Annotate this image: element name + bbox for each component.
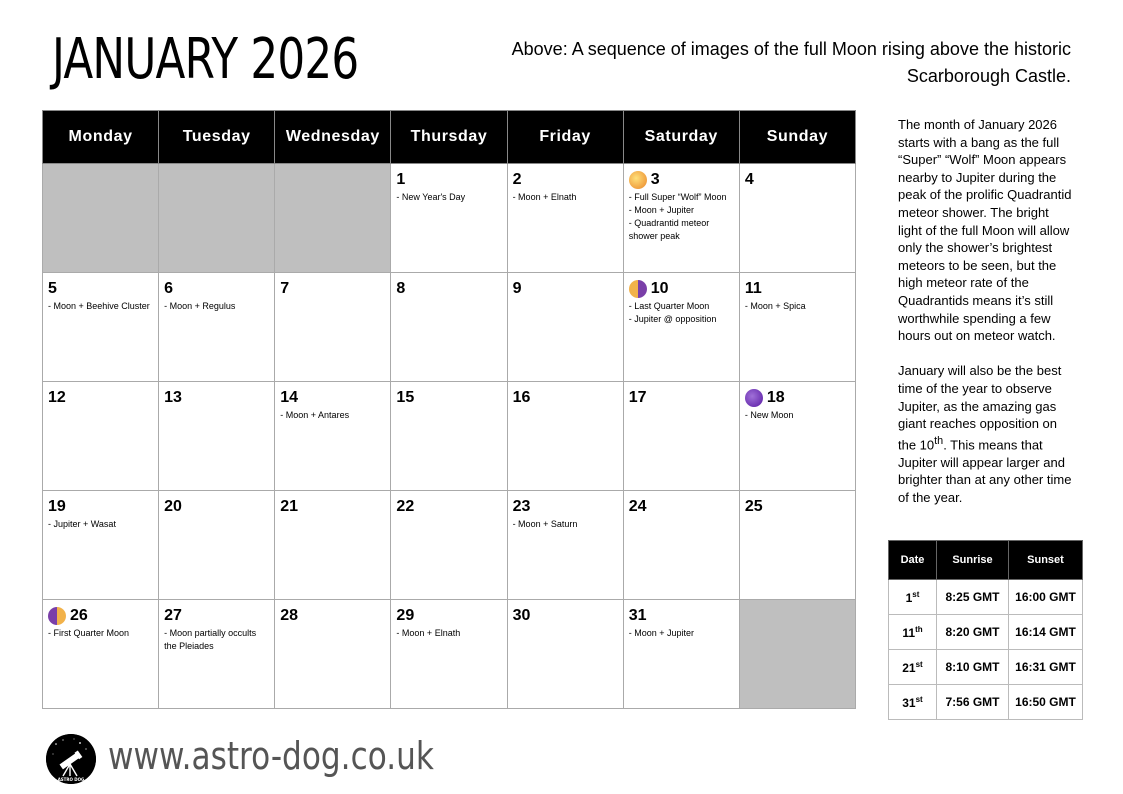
day-number: 24 bbox=[628, 498, 647, 515]
table-row bbox=[889, 650, 1083, 685]
day-cell bbox=[275, 273, 391, 382]
event-item: - Moon + Antares bbox=[280, 410, 350, 420]
day-number: 19 bbox=[48, 498, 66, 515]
day-number-row bbox=[396, 497, 501, 517]
day-number-row bbox=[396, 388, 501, 408]
day-content bbox=[624, 600, 739, 640]
day-content bbox=[43, 273, 158, 313]
month-description bbox=[898, 116, 1076, 524]
weekday-friday: Friday bbox=[507, 111, 623, 164]
event-list bbox=[745, 409, 850, 422]
day-number: 20 bbox=[164, 498, 182, 515]
day-content bbox=[275, 273, 390, 299]
event-item: - Jupiter @ opposition bbox=[628, 314, 717, 324]
day-content bbox=[391, 382, 506, 408]
day-content bbox=[508, 491, 623, 531]
day-number: 3 bbox=[650, 171, 660, 188]
day-number-row bbox=[48, 497, 153, 517]
day-number-row bbox=[513, 388, 618, 408]
sun-header-date: Date bbox=[889, 541, 937, 580]
day-number-row bbox=[745, 497, 850, 517]
sunrise-time: 8:10 GMT bbox=[937, 650, 1009, 685]
telescope-logo-icon bbox=[46, 734, 96, 784]
sun-date bbox=[889, 650, 937, 685]
day-number: 25 bbox=[744, 498, 763, 515]
calendar-week-row bbox=[43, 600, 856, 709]
day-cell bbox=[391, 491, 507, 600]
day-cell bbox=[43, 600, 159, 709]
weekday-header-row bbox=[43, 111, 856, 164]
weekday-monday: Monday bbox=[43, 111, 159, 164]
sun-header-sunrise: Sunrise bbox=[937, 541, 1009, 580]
astro-dog-logo bbox=[46, 734, 96, 784]
day-content bbox=[740, 382, 855, 422]
calendar-week-row bbox=[43, 164, 856, 273]
day-number: 15 bbox=[396, 389, 415, 406]
weekday-sunday: Sunday bbox=[739, 111, 855, 164]
day-cell bbox=[159, 273, 275, 382]
day-number: 26 bbox=[70, 607, 88, 624]
day-cell bbox=[159, 600, 275, 709]
sun-date-number: 21 bbox=[902, 660, 916, 675]
day-number: 8 bbox=[396, 280, 406, 297]
event-list bbox=[745, 300, 850, 313]
day-number: 17 bbox=[628, 389, 647, 406]
day-content bbox=[275, 600, 390, 626]
day-cell bbox=[739, 273, 855, 382]
day-cell bbox=[739, 164, 855, 273]
day-number-row bbox=[48, 606, 153, 626]
event-item: - New Year's Day bbox=[396, 192, 466, 202]
event-item: - Moon + Regulus bbox=[164, 301, 236, 311]
description-paragraph bbox=[898, 362, 1076, 506]
day-content bbox=[159, 382, 274, 408]
day-number: 7 bbox=[280, 280, 290, 297]
event-list bbox=[513, 191, 618, 204]
event-list bbox=[48, 627, 153, 640]
page-title: JANUARY 2026 bbox=[52, 27, 359, 92]
day-number: 31 bbox=[628, 607, 647, 624]
day-cell bbox=[623, 382, 739, 491]
day-content bbox=[159, 273, 274, 313]
event-item: - Moon + Elnath bbox=[512, 192, 577, 202]
event-item: - Moon + Jupiter bbox=[628, 628, 694, 638]
day-number: 6 bbox=[164, 280, 174, 297]
day-number-row bbox=[745, 279, 850, 299]
day-content bbox=[624, 491, 739, 517]
day-number: 16 bbox=[512, 389, 531, 406]
calendar-grid bbox=[42, 110, 856, 709]
event-item: - Full Super “Wolf” Moon bbox=[628, 192, 727, 202]
event-list bbox=[396, 627, 501, 640]
day-content bbox=[624, 273, 739, 326]
day-cell bbox=[391, 273, 507, 382]
sunset-time: 16:14 GMT bbox=[1009, 615, 1083, 650]
first-quarter-moon-icon bbox=[48, 607, 66, 625]
ordinal-suffix: st bbox=[915, 694, 923, 704]
day-number: 1 bbox=[396, 171, 406, 188]
day-content bbox=[275, 382, 390, 422]
day-number-row bbox=[745, 170, 850, 190]
ordinal-suffix: st bbox=[915, 659, 923, 669]
sun-date bbox=[889, 615, 937, 650]
day-number: 21 bbox=[280, 498, 299, 515]
sun-date-number: 1 bbox=[905, 590, 913, 605]
description-text: . This means that Jupiter will appear larger and brighter than at any other time of the year. bbox=[898, 437, 1072, 505]
day-content bbox=[508, 164, 623, 204]
day-cell bbox=[43, 491, 159, 600]
day-cell bbox=[43, 382, 159, 491]
full-moon-icon bbox=[629, 171, 647, 189]
day-number: 5 bbox=[48, 280, 57, 297]
photo-caption: Above: A sequence of images of the full Moon rising above the historic Scarborough Castle. bbox=[511, 39, 1071, 86]
ordinal-suffix: th bbox=[915, 624, 923, 634]
new-moon-icon bbox=[745, 389, 763, 407]
weekday-wednesday: Wednesday bbox=[275, 111, 391, 164]
table-row bbox=[889, 685, 1083, 720]
day-number-row bbox=[280, 497, 385, 517]
day-cell bbox=[623, 491, 739, 600]
day-cell bbox=[739, 491, 855, 600]
day-number-row bbox=[164, 606, 269, 626]
sun-date bbox=[889, 685, 937, 720]
day-number: 4 bbox=[744, 171, 754, 188]
day-cell bbox=[507, 382, 623, 491]
day-cell bbox=[275, 382, 391, 491]
day-cell bbox=[391, 382, 507, 491]
day-number: 11 bbox=[744, 280, 762, 297]
empty-day-cell bbox=[275, 164, 391, 273]
day-cell bbox=[43, 273, 159, 382]
sunrise-time: 8:20 GMT bbox=[937, 615, 1009, 650]
day-cell bbox=[507, 491, 623, 600]
description-paragraph: The month of January 2026 starts with a bang as the full “Super” “Wolf” Moon appears nearby to Jupiter during the peak of the prolific Quadrantid meteor shower. The bright light of the full Moon will allow only the shower’s brightest meteors to be seen, but the high meteor rate of the Quadrantids means it’s still worthwhile spending a few hours out on meteor watch. bbox=[898, 117, 1072, 344]
sunrise-time: 8:25 GMT bbox=[937, 580, 1009, 615]
day-number-row bbox=[629, 388, 734, 408]
event-list bbox=[629, 300, 734, 326]
empty-day-cell bbox=[43, 164, 159, 273]
day-cell bbox=[507, 164, 623, 273]
ordinal-suffix: st bbox=[912, 589, 920, 599]
day-cell bbox=[391, 164, 507, 273]
day-number-row bbox=[629, 606, 734, 626]
day-cell bbox=[507, 273, 623, 382]
day-number: 28 bbox=[280, 607, 299, 624]
day-number: 10 bbox=[650, 280, 669, 297]
event-list bbox=[629, 627, 734, 640]
weekday-tuesday: Tuesday bbox=[159, 111, 275, 164]
day-cell bbox=[739, 382, 855, 491]
event-list bbox=[629, 191, 734, 243]
event-item: - Quadrantid meteor shower peak bbox=[628, 218, 710, 241]
last-quarter-moon-icon bbox=[629, 280, 647, 298]
day-content bbox=[43, 382, 158, 408]
event-list bbox=[280, 409, 385, 422]
event-item: - Moon + Spica bbox=[744, 301, 806, 311]
calendar-body bbox=[43, 164, 856, 709]
sun-date bbox=[889, 580, 937, 615]
day-content bbox=[624, 382, 739, 408]
day-cell bbox=[275, 491, 391, 600]
day-content bbox=[391, 600, 506, 640]
day-number: 18 bbox=[766, 389, 785, 406]
empty-day-cell bbox=[739, 600, 855, 709]
day-cell bbox=[623, 164, 739, 273]
day-number-row bbox=[396, 606, 501, 626]
sunset-time: 16:50 GMT bbox=[1009, 685, 1083, 720]
day-number-row bbox=[396, 170, 501, 190]
event-item: - First Quarter Moon bbox=[48, 628, 130, 638]
day-number-row bbox=[280, 388, 385, 408]
description-text: January will also be the best time of the year to observe Jupiter, as the amazing gas giant reaches opposition on the 10 bbox=[898, 363, 1062, 453]
day-cell bbox=[623, 273, 739, 382]
event-item: - Moon + Beehive Cluster bbox=[48, 301, 150, 311]
day-number-row bbox=[280, 279, 385, 299]
day-cell bbox=[507, 600, 623, 709]
day-content bbox=[43, 491, 158, 531]
empty-day-cell bbox=[159, 164, 275, 273]
event-list bbox=[164, 300, 269, 313]
day-number-row bbox=[629, 497, 734, 517]
day-content bbox=[159, 491, 274, 517]
day-number: 12 bbox=[48, 389, 66, 406]
day-number-row bbox=[629, 279, 734, 299]
event-list bbox=[48, 518, 153, 531]
day-number: 9 bbox=[512, 280, 522, 297]
day-number-row bbox=[513, 279, 618, 299]
event-item: - Moon + Elnath bbox=[396, 628, 461, 638]
day-number-row bbox=[745, 388, 850, 408]
day-cell bbox=[275, 600, 391, 709]
day-number-row bbox=[164, 279, 269, 299]
sun-table-header bbox=[889, 541, 1083, 580]
day-content bbox=[740, 273, 855, 313]
day-number: 29 bbox=[396, 607, 415, 624]
event-item: - Moon + Saturn bbox=[512, 519, 578, 529]
day-content bbox=[391, 273, 506, 299]
calendar-week-row bbox=[43, 382, 856, 491]
calendar-week-row bbox=[43, 273, 856, 382]
sunrise-time: 7:56 GMT bbox=[937, 685, 1009, 720]
day-content bbox=[508, 600, 623, 626]
sunset-time: 16:31 GMT bbox=[1009, 650, 1083, 685]
day-cell bbox=[159, 491, 275, 600]
day-content bbox=[159, 600, 274, 653]
day-number-row bbox=[164, 388, 269, 408]
day-content bbox=[740, 491, 855, 517]
day-number-row bbox=[513, 497, 618, 517]
day-number-row bbox=[396, 279, 501, 299]
event-list bbox=[396, 191, 501, 204]
weekday-thursday: Thursday bbox=[391, 111, 507, 164]
day-content bbox=[740, 164, 855, 190]
day-number-row bbox=[164, 497, 269, 517]
table-row bbox=[889, 580, 1083, 615]
day-content bbox=[275, 491, 390, 517]
day-content bbox=[43, 600, 158, 640]
day-number: 23 bbox=[512, 498, 531, 515]
day-content bbox=[624, 164, 739, 243]
event-list bbox=[513, 518, 618, 531]
table-row bbox=[889, 615, 1083, 650]
day-number-row bbox=[48, 388, 153, 408]
day-content bbox=[391, 164, 506, 204]
day-cell bbox=[159, 382, 275, 491]
event-list bbox=[48, 300, 153, 313]
website-url[interactable]: www.astro-dog.co.uk bbox=[108, 734, 434, 778]
day-number: 27 bbox=[164, 607, 182, 624]
event-list bbox=[164, 627, 269, 653]
day-cell bbox=[623, 600, 739, 709]
ordinal-suffix: th bbox=[934, 434, 944, 447]
day-content bbox=[391, 491, 506, 517]
event-item: - Last Quarter Moon bbox=[628, 301, 710, 311]
day-content bbox=[508, 382, 623, 408]
sunset-time: 16:00 GMT bbox=[1009, 580, 1083, 615]
event-item: - Jupiter + Wasat bbox=[48, 519, 116, 529]
event-item: - New Moon bbox=[744, 410, 794, 420]
day-number: 2 bbox=[512, 171, 522, 188]
day-number: 30 bbox=[512, 607, 531, 624]
day-number-row bbox=[48, 279, 153, 299]
event-item: - Moon + Jupiter bbox=[628, 205, 694, 215]
sun-date-number: 31 bbox=[902, 695, 916, 710]
calendar-week-row bbox=[43, 491, 856, 600]
logo-text: ASTRO DOG bbox=[57, 777, 85, 782]
day-content bbox=[508, 273, 623, 299]
day-number: 13 bbox=[164, 389, 182, 406]
sun-header-sunset: Sunset bbox=[1009, 541, 1083, 580]
event-item: - Moon partially occults the Pleiades bbox=[164, 628, 257, 651]
day-number-row bbox=[629, 170, 734, 190]
day-number-row bbox=[280, 606, 385, 626]
day-number: 22 bbox=[396, 498, 415, 515]
weekday-saturday: Saturday bbox=[623, 111, 739, 164]
day-number: 14 bbox=[280, 389, 299, 406]
day-number-row bbox=[513, 170, 618, 190]
day-number-row bbox=[513, 606, 618, 626]
sunrise-sunset-table bbox=[888, 540, 1083, 720]
sun-date-number: 11 bbox=[902, 625, 916, 640]
day-cell bbox=[391, 600, 507, 709]
